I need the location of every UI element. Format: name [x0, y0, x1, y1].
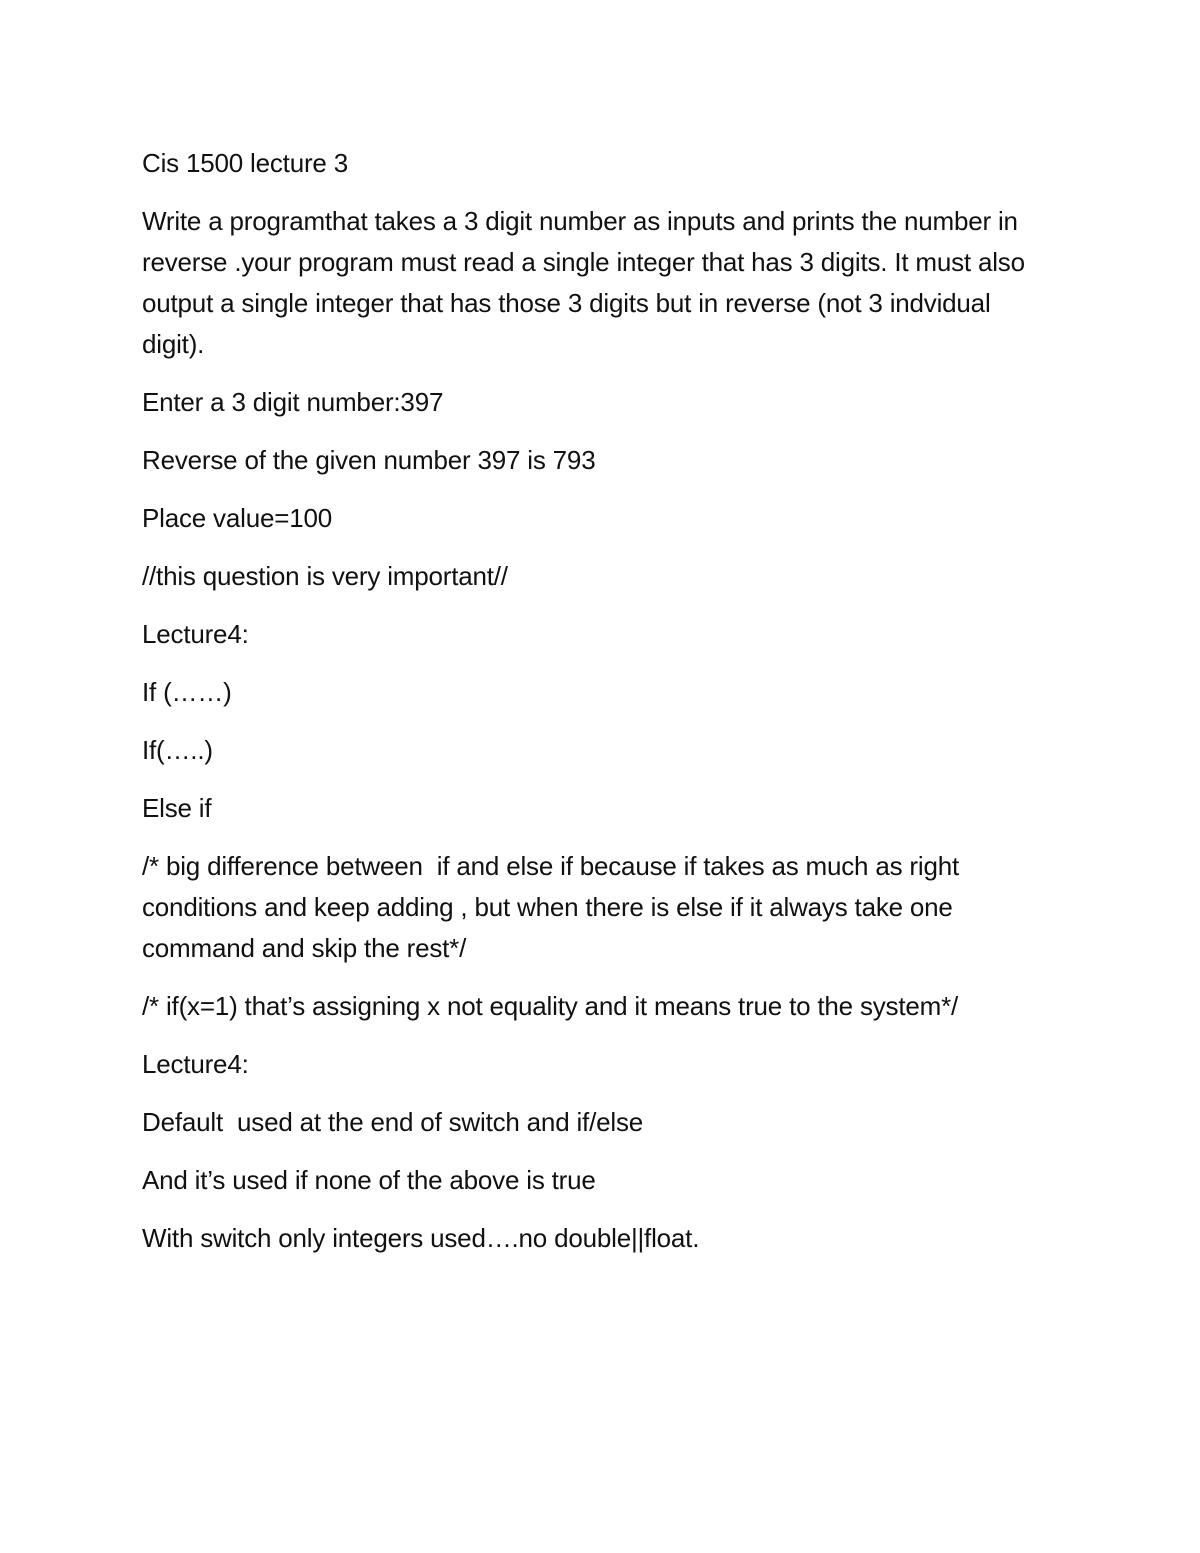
else-if-line: Else if: [142, 793, 212, 823]
document-body: [142, 143, 1052, 1276]
if-vs-else-if-comment: /* big difference between if and else if because if takes as much as right conditions and keep adding , but when there is else if it always take one command and skip the rest*/: [142, 851, 967, 963]
switch-types-note: With switch only integers used….no double||float.: [142, 1223, 700, 1253]
if-statement-line-2: If(…..): [142, 735, 213, 765]
sample-input: Enter a 3 digit number:397: [142, 387, 444, 417]
importance-comment: //this question is very important//: [142, 561, 508, 591]
default-note: Default used at the end of switch and if/else: [142, 1107, 643, 1137]
default-usage-note: And it’s used if none of the above is true: [142, 1165, 596, 1195]
heading-lecture-3: Cis 1500 lecture 3: [142, 148, 348, 178]
assignment-description: Write a programthat takes a 3 digit number as inputs and prints the number in reverse .your program must read a single integer that has 3 digits. It must also output a single integer that has those 3 digits but in reverse (not 3 indvidual digit).: [142, 206, 1032, 359]
place-value-note: Place value=100: [142, 503, 332, 533]
heading-lecture-4: Lecture4:: [142, 619, 249, 649]
if-statement-line: If (……): [142, 677, 232, 707]
assignment-vs-equality-comment: /* if(x=1) that’s assigning x not equality and it means true to the system*/: [142, 991, 959, 1021]
heading-lecture-4-second: Lecture4:: [142, 1049, 249, 1079]
sample-output: Reverse of the given number 397 is 793: [142, 445, 596, 475]
